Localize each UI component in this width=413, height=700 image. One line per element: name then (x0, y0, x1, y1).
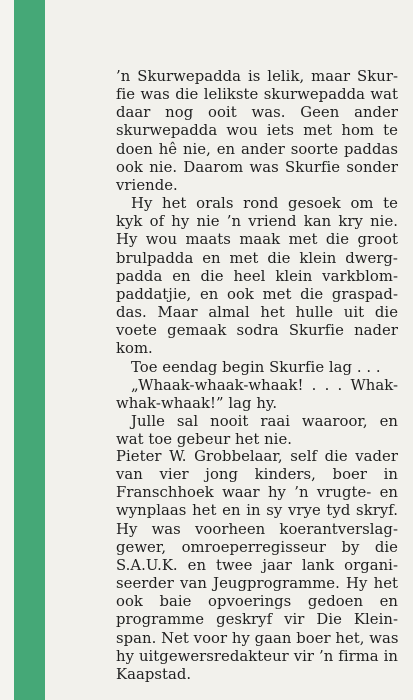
story-line: ’n Skurwepadda is lelik, maar Skur- (116, 68, 398, 85)
story-line: das. Maar almal het hulle uit die (116, 304, 398, 322)
author-bio (116, 448, 398, 684)
author-line: ook baie opvoerings gedoen en (116, 593, 398, 611)
story-line: skurwepadda wou iets met hom te (116, 122, 398, 140)
author-line: Hy was voorheen koerantverslag- (116, 520, 398, 538)
story-line: Hy wou maats maak met die groot (116, 231, 398, 249)
story-line: ook nie. Daarom was Skurfie sonder (116, 158, 398, 176)
story-line: paddatjie, en ook met die graspad- (116, 285, 398, 303)
story-line: whak-whaak!” lag hy. (116, 394, 278, 412)
story-line: Toe eendag begin Skurfie lag . . . (131, 358, 381, 376)
author-line: S.A.U.K. en twee jaar lank organi- (116, 556, 398, 574)
author-line: seerder van Jeugprogramme. Hy het (116, 575, 398, 593)
book-spine-edge (0, 0, 14, 700)
author-line: span. Net voor hy gaan boer het, was (116, 629, 399, 647)
author-line: Franschhoek waar hy ’n vrugte- en (116, 484, 398, 502)
story-line: „Whaak-whaak-whaak! . . . Whak- (131, 376, 398, 394)
author-line: Pieter W. Grobbelaar, self die vader (116, 448, 398, 465)
story-line: padda en die heel klein varkblom- (116, 267, 398, 285)
author-line: van vier jong kinders, boer in (116, 466, 398, 484)
author-line: hy uitgewersredakteur vir ’n firma in (116, 647, 398, 665)
story-line: brulpadda en met die klein dwerg- (116, 249, 398, 267)
story-line: fie was die lelikste skurwepadda wat (116, 86, 398, 104)
story-line: Julle sal nooit raai waaroor, en (131, 412, 398, 430)
story-line: wat toe gebeur het nie. (116, 431, 293, 449)
story-line: kom. (116, 340, 153, 358)
story-line: voete gemaak sodra Skurfie nader (116, 322, 398, 340)
author-line: Kaapstad. (116, 665, 192, 683)
author-line: wynplaas het en in sy vrye tyd skryf. (116, 502, 398, 520)
story-line: daar nog ooit was. Geen ander (116, 104, 398, 122)
story-line: kyk of hy nie ’n vriend kan kry nie. (116, 213, 398, 231)
story-blurb (116, 68, 398, 449)
author-line: programme geskryf vir Die Klein- (116, 611, 398, 629)
story-line: Hy het orals rond gesoek om te (131, 195, 398, 213)
story-line: vriende. (116, 176, 178, 194)
story-line: doen hê nie, en ander soorte paddas (116, 140, 398, 158)
green-spine-band (14, 0, 45, 700)
author-line: gewer, omroeperregisseur by die (116, 538, 398, 556)
